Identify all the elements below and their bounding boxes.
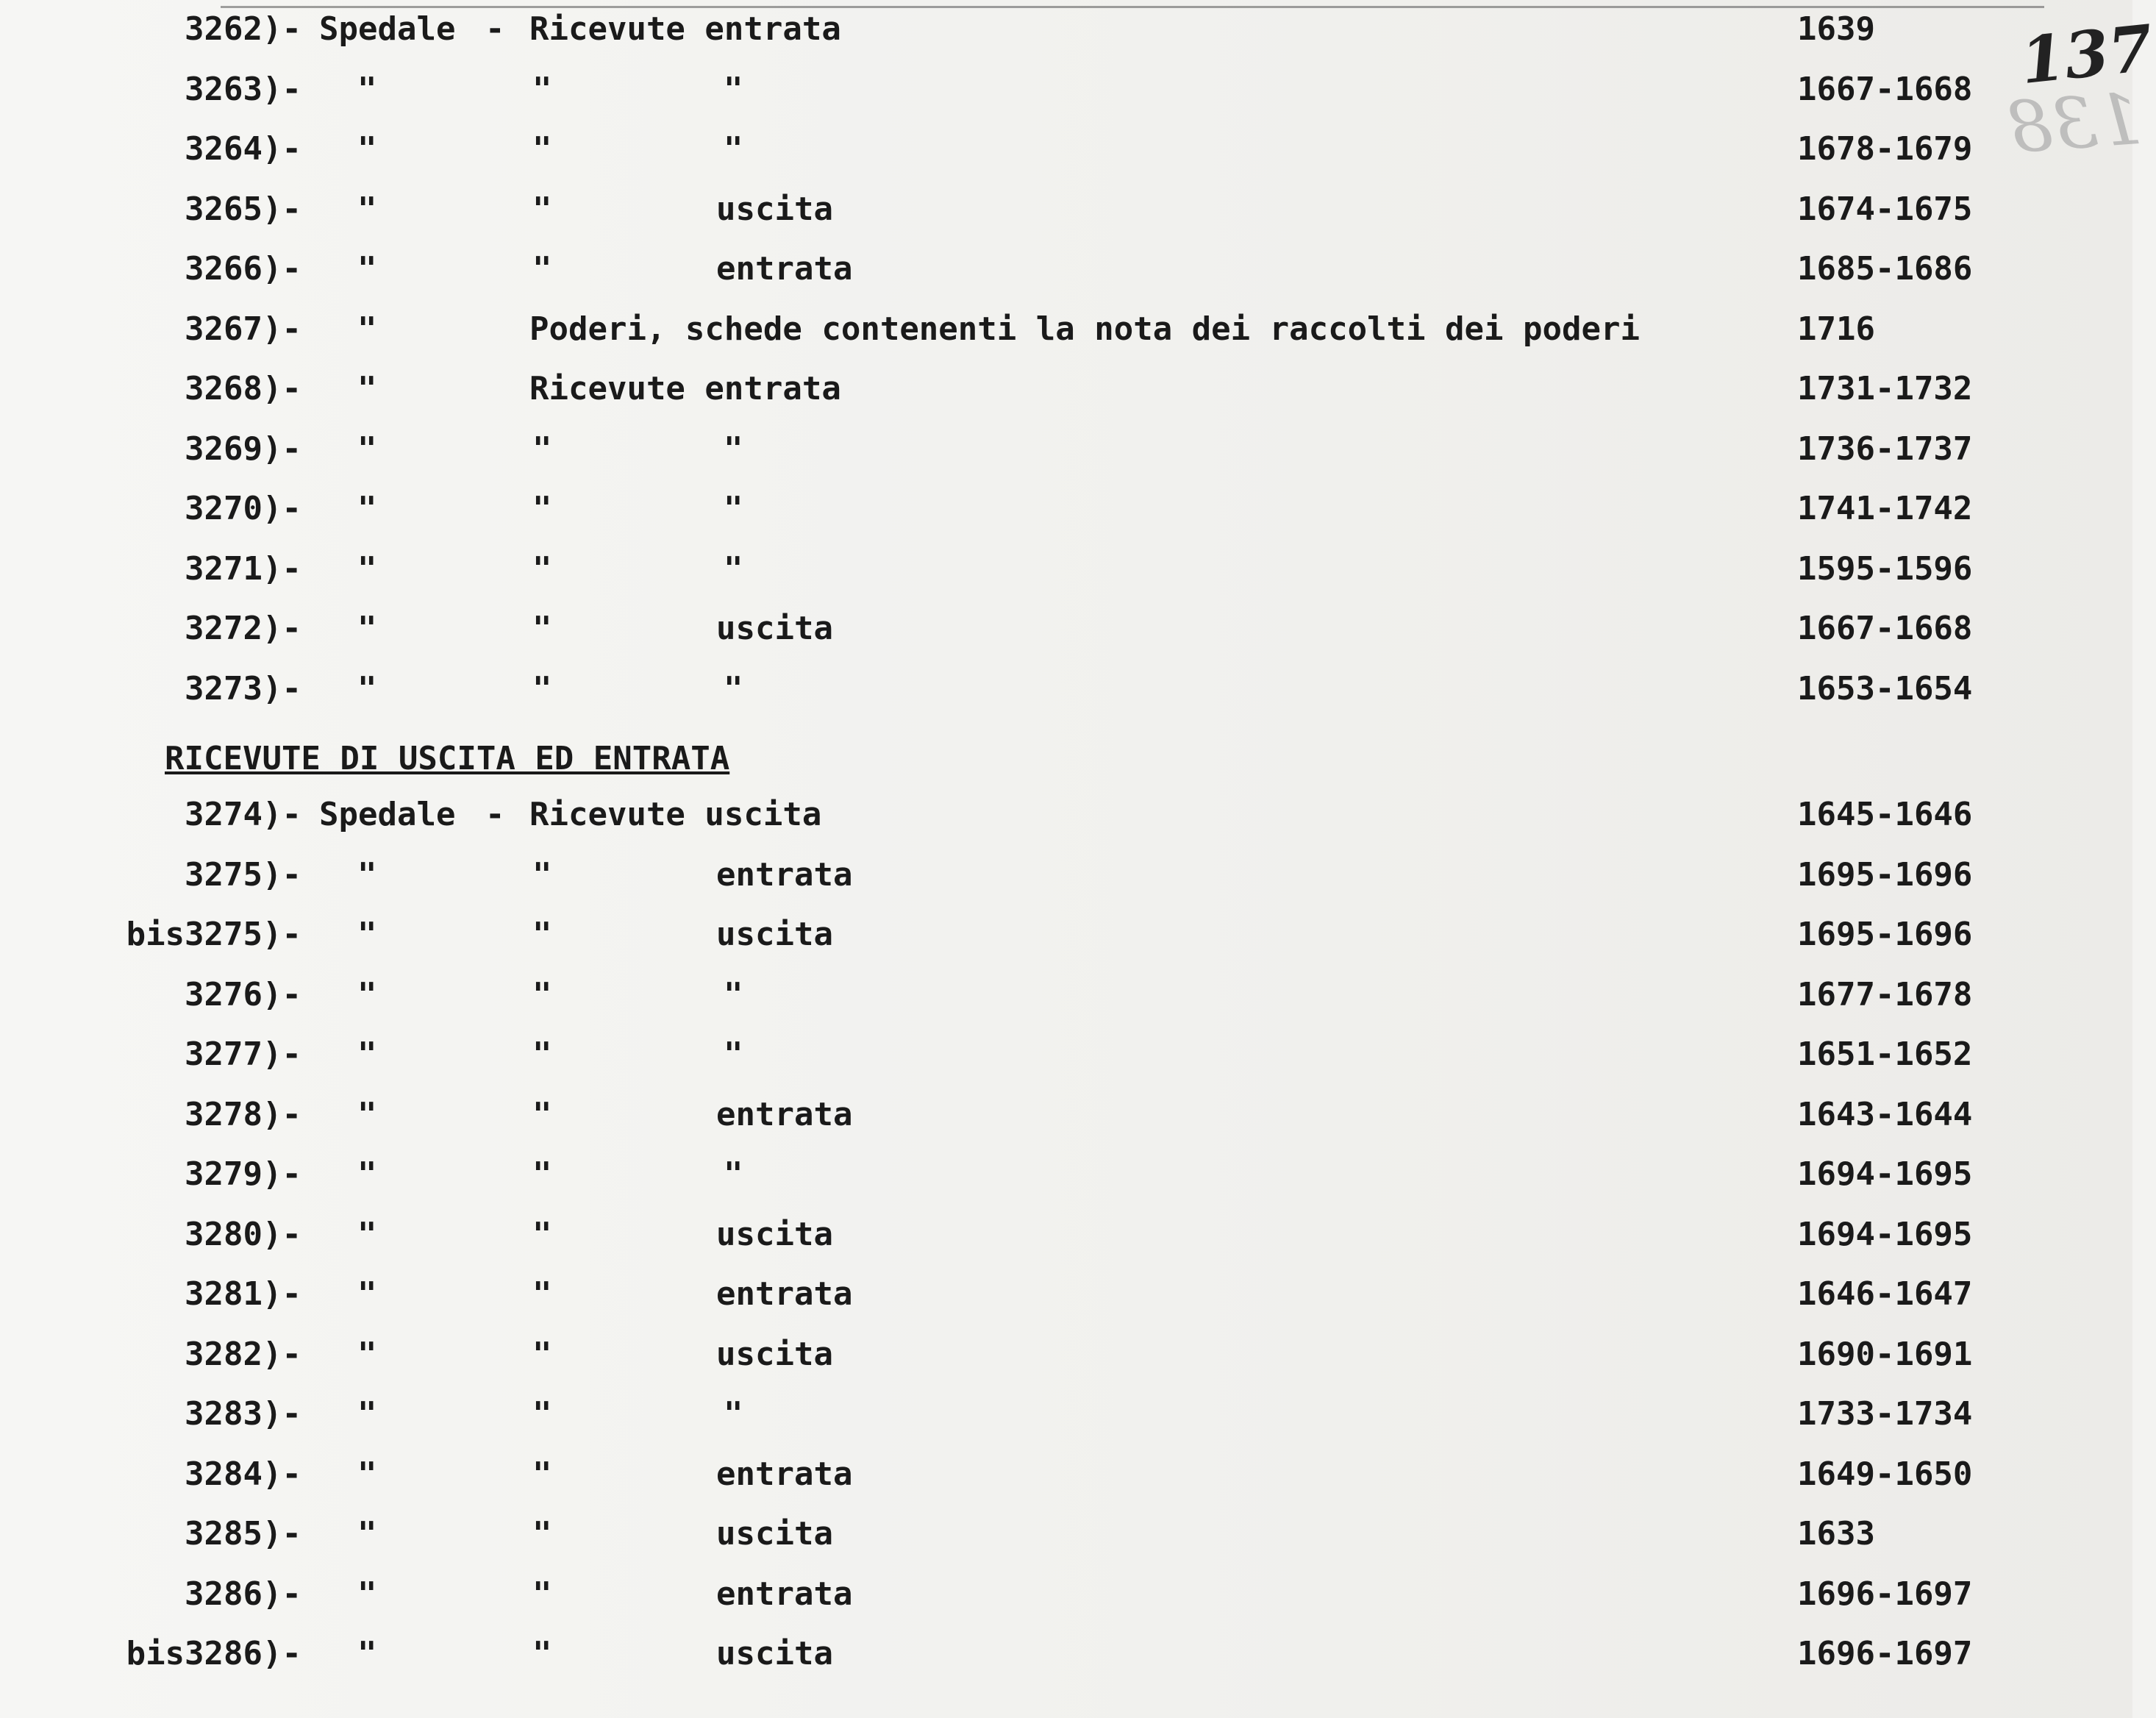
entry-row [0, 1033, 2132, 1077]
entry-institution: " [357, 370, 377, 407]
entry-years: 1741-1742 [1797, 490, 1973, 527]
entry-number: 3268)- [185, 370, 301, 407]
entry-series: " [532, 1095, 552, 1133]
entry-series: Ricevute entrata [529, 370, 841, 407]
entry-institution: " [357, 1155, 377, 1193]
entry-series: " [532, 610, 552, 647]
entry-type: entrata [716, 1455, 853, 1493]
entry-row [0, 1093, 2132, 1137]
entry-institution: " [357, 1455, 377, 1493]
entry-series: " [532, 1575, 552, 1613]
entry-number: 3282)- [185, 1335, 301, 1373]
entry-years: 1678-1679 [1797, 130, 1973, 168]
entry-row [0, 1572, 2132, 1617]
entry-row [0, 913, 2132, 957]
entry-institution: " [357, 1395, 377, 1433]
entry-series: " [532, 1635, 552, 1672]
entry-series: Poderi, schede contenenti la nota dei raccolti dei poderi [529, 310, 1640, 348]
entry-institution: " [357, 1215, 377, 1253]
entry-number: 3267)- [185, 310, 301, 348]
entry-series: " [532, 549, 552, 588]
entry-row [0, 547, 2132, 591]
entry-number: 3277)- [185, 1036, 301, 1073]
entry-years: 1685-1686 [1797, 250, 1973, 288]
entry-series: " [532, 1515, 552, 1553]
entry-institution: " [357, 130, 377, 168]
entry-row [0, 1632, 2132, 1676]
entry-number: 3263)- [185, 70, 301, 108]
entry-number: 3278)- [185, 1095, 301, 1133]
entry-institution: " [357, 975, 377, 1013]
entry-years: 1674-1675 [1797, 190, 1973, 228]
entry-institution: " [357, 70, 377, 108]
entry-type: " [724, 1395, 743, 1433]
entry-series: " [532, 916, 552, 953]
entry-series: Ricevute uscita [529, 796, 822, 833]
entry-type: " [724, 130, 743, 168]
entry-type: uscita [716, 1215, 833, 1253]
entry-type: " [724, 1036, 743, 1073]
entry-years: 1731-1732 [1797, 370, 1973, 407]
entry-number: bis3286)- [126, 1635, 301, 1672]
entry-series: " [532, 1215, 552, 1253]
entry-years: 1690-1691 [1797, 1335, 1973, 1373]
page-number: 137 [2017, 10, 2156, 99]
entry-type: uscita [716, 610, 833, 647]
entry-type: " [724, 430, 743, 468]
entry-type: uscita [716, 916, 833, 953]
entry-years: 1646-1647 [1797, 1275, 1973, 1313]
entry-number: 3271)- [185, 549, 301, 588]
entry-type: entrata [716, 250, 853, 288]
entry-institution: " [357, 916, 377, 953]
entry-institution: " [357, 1335, 377, 1373]
entry-series: " [532, 1395, 552, 1433]
entry-number: 3270)- [185, 490, 301, 527]
entry-type: uscita [716, 1515, 833, 1553]
entry-institution: " [357, 310, 377, 348]
entry-series: Ricevute entrata [529, 10, 841, 48]
entry-type: entrata [716, 1275, 853, 1313]
entry-series: " [532, 855, 552, 894]
entry-number: 3274)- [185, 796, 301, 833]
entry-type: entrata [716, 855, 853, 894]
entry-institution: " [357, 1635, 377, 1672]
entry-row [0, 1272, 2132, 1316]
entry-type: entrata [716, 1575, 853, 1613]
entry-number: 3265)- [185, 190, 301, 228]
entry-row [0, 667, 2132, 711]
entry-years: 1651-1652 [1797, 1036, 1973, 1073]
entry-number: 3275)- [185, 855, 301, 894]
entry-type: entrata [716, 1095, 853, 1133]
entry-years: 1677-1678 [1797, 975, 1973, 1013]
entry-number: 3276)- [185, 975, 301, 1013]
entry-years: 1696-1697 [1797, 1575, 1973, 1613]
entry-years: 1649-1650 [1797, 1455, 1973, 1493]
entry-institution: " [357, 490, 377, 527]
entry-institution: " [357, 1036, 377, 1073]
entry-row [0, 68, 2132, 112]
entry-institution: Spedale [319, 10, 456, 48]
entry-years: 1633 [1797, 1515, 1875, 1553]
entry-institution: " [357, 549, 377, 588]
entry-institution: " [357, 430, 377, 468]
entry-type: " [724, 70, 743, 108]
entry-row [0, 1392, 2132, 1436]
entry-row [0, 1333, 2132, 1377]
entry-row [0, 247, 2132, 291]
entry-years: 1595-1596 [1797, 549, 1973, 588]
entry-series: " [532, 1275, 552, 1313]
entry-years: 1696-1697 [1797, 1635, 1973, 1672]
entry-series: " [532, 669, 552, 707]
entry-type: " [724, 490, 743, 527]
entry-years: 1694-1695 [1797, 1155, 1973, 1193]
entry-row [0, 1152, 2132, 1197]
entry-years: 1694-1695 [1797, 1215, 1973, 1253]
entry-row [0, 1453, 2132, 1497]
entry-institution: Spedale [319, 796, 456, 833]
entry-dash: - [485, 796, 505, 833]
entry-series: " [532, 1155, 552, 1193]
entry-dash: - [485, 10, 505, 48]
entry-row [0, 793, 2132, 837]
entry-years: 1667-1668 [1797, 70, 1973, 108]
entry-type: uscita [716, 1335, 833, 1373]
entry-years: 1643-1644 [1797, 1095, 1973, 1133]
entry-row [0, 607, 2132, 651]
entry-institution: " [357, 610, 377, 647]
entry-number: 3279)- [185, 1155, 301, 1193]
entry-institution: " [357, 855, 377, 894]
entry-row [0, 853, 2132, 897]
entry-number: 3280)- [185, 1215, 301, 1253]
entry-years: 1645-1646 [1797, 796, 1973, 833]
entry-institution: " [357, 1515, 377, 1553]
entry-row [0, 127, 2132, 171]
entry-number: 3285)- [185, 1515, 301, 1553]
entry-series: " [532, 1455, 552, 1493]
entry-years: 1667-1668 [1797, 610, 1973, 647]
entry-series: " [532, 430, 552, 468]
entry-series: " [532, 250, 552, 288]
entry-series: " [532, 975, 552, 1013]
entry-type: uscita [716, 1635, 833, 1672]
page-number-bleed-through: 138 [2005, 77, 2145, 170]
entry-years: 1716 [1797, 310, 1875, 348]
entry-years: 1733-1734 [1797, 1395, 1973, 1433]
entry-series: " [532, 190, 552, 228]
entry-row [0, 973, 2132, 1017]
entry-number: 3273)- [185, 669, 301, 707]
entry-institution: " [357, 1575, 377, 1613]
entry-series: " [532, 1036, 552, 1073]
entry-type: uscita [716, 190, 833, 228]
entry-row [0, 7, 2132, 51]
entry-institution: " [357, 250, 377, 288]
entry-series: " [532, 1335, 552, 1373]
entry-institution: " [357, 190, 377, 228]
entry-number: 3269)- [185, 430, 301, 468]
entry-number: 3266)- [185, 250, 301, 288]
entry-row [0, 1213, 2132, 1257]
entry-row [0, 487, 2132, 531]
entry-row [0, 427, 2132, 471]
entry-type: " [724, 1155, 743, 1193]
entry-institution: " [357, 1275, 377, 1313]
entry-series: " [532, 70, 552, 108]
entry-years: 1736-1737 [1797, 430, 1973, 468]
entry-type: " [724, 669, 743, 707]
section-heading: RICEVUTE DI USCITA ED ENTRATA [165, 740, 730, 777]
entry-row [0, 367, 2132, 411]
entry-years: 1695-1696 [1797, 916, 1973, 953]
entry-institution: " [357, 669, 377, 707]
entry-years: 1653-1654 [1797, 669, 1973, 707]
entry-type: " [724, 549, 743, 588]
entry-years: 1639 [1797, 10, 1875, 48]
entry-series: " [532, 490, 552, 527]
entry-number: bis3275)- [126, 916, 301, 953]
entry-row [0, 1512, 2132, 1556]
entry-years: 1695-1696 [1797, 855, 1973, 894]
entry-row [0, 307, 2132, 352]
entry-number: 3262)- [185, 10, 301, 48]
entry-number: 3281)- [185, 1275, 301, 1313]
entry-number: 3283)- [185, 1395, 301, 1433]
entry-number: 3272)- [185, 610, 301, 647]
entry-number: 3286)- [185, 1575, 301, 1613]
entry-row [0, 188, 2132, 232]
entry-number: 3284)- [185, 1455, 301, 1493]
entry-series: " [532, 130, 552, 168]
entry-type: " [724, 975, 743, 1013]
entry-institution: " [357, 1095, 377, 1133]
entry-number: 3264)- [185, 130, 301, 168]
